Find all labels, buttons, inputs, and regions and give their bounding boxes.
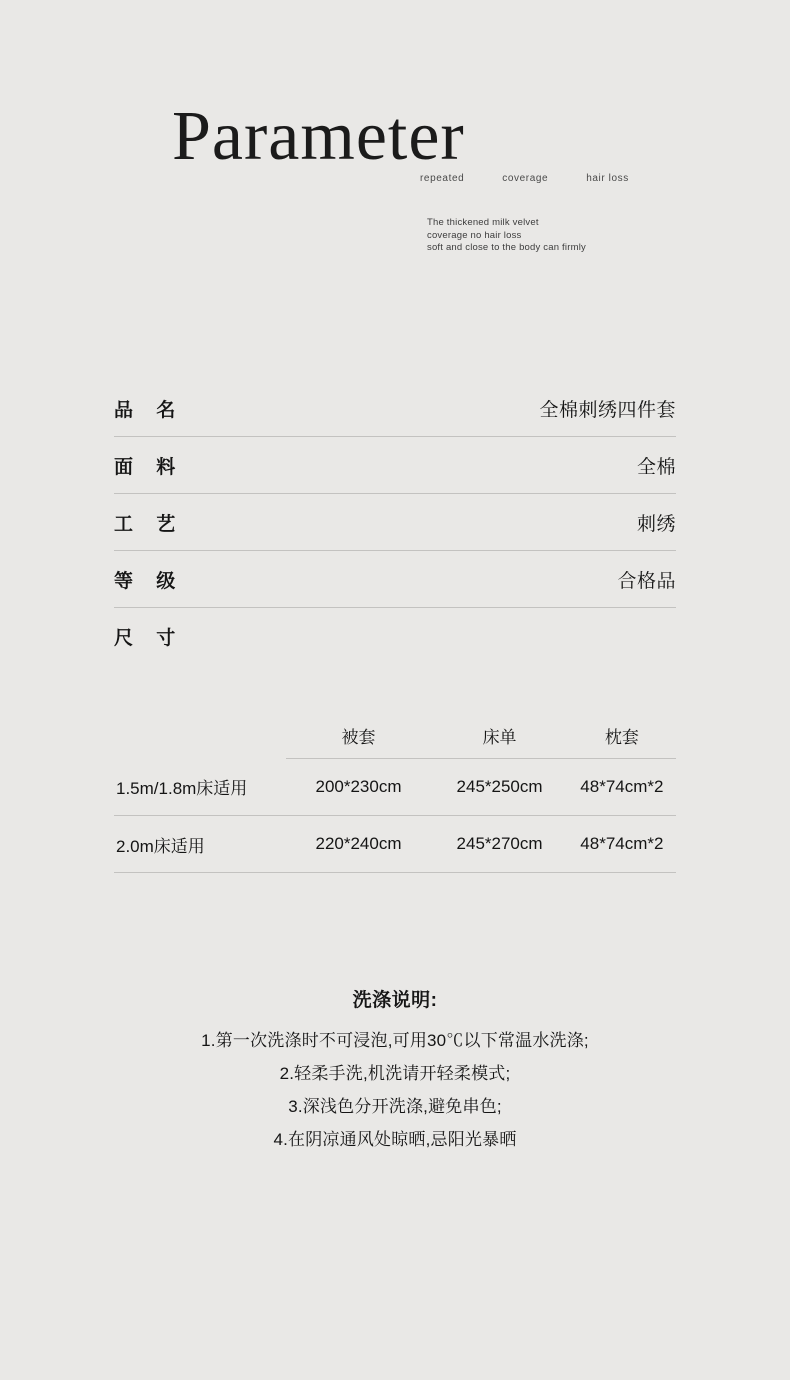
spec-value-fabric: 全棉 [636,456,676,478]
size-table-header-row [114,712,676,759]
spec-value-grade: 合格品 [617,570,676,592]
spec-value-product-name: 全棉刺绣四件套 [539,399,676,421]
spec-label-size: 尺 寸 [114,627,185,649]
spec-row-craft [114,494,676,551]
wash-line-2: 2.轻柔手洗,机洗请开轻柔模式; [279,1064,511,1083]
description-line-3: soft and close to the body can firmly [427,242,586,253]
wash-line-1: 1.第一次洗涤时不可浸泡,可用30℃以下常温水洗涤; [201,1031,589,1050]
size-row-1-sheet: 245*250cm [431,759,567,816]
spec-label-fabric: 面 料 [114,456,185,478]
keyword-coverage: coverage [502,173,549,184]
wash-line-4: 4.在阴凉通风处晾晒,忌阳光暴晒 [273,1130,517,1149]
size-table-head [114,712,676,759]
page-title: Parameter [172,98,465,175]
size-row-2-bed: 2.0m床适用 [114,816,286,873]
size-row-2-pillow: 48*74cm*2 [568,816,676,873]
spec-list [114,380,676,664]
size-table-header-quilt: 被套 [286,712,432,759]
spec-label-product-name: 品 名 [114,399,185,421]
size-row-2-quilt: 220*240cm [286,816,432,873]
size-table-header-pillow: 枕套 [568,712,676,759]
size-table-header-sheet: 床单 [431,712,567,759]
keyword-hair-loss: hair loss [586,173,629,184]
title-wrap [0,95,790,253]
description-line-1: The thickened milk velvet [427,217,539,228]
size-row-2-sheet: 245*270cm [431,816,567,873]
spec-label-grade: 等 级 [114,570,185,592]
header-block [0,95,790,253]
description-line-2: coverage no hair loss [427,229,522,241]
spec-row-size [114,608,676,664]
size-table [114,712,676,873]
size-row-1-quilt: 200*230cm [286,759,432,816]
wash-title: 洗涤说明: [352,990,438,1011]
spec-label-craft: 工 艺 [114,513,185,535]
table-row [114,759,676,816]
table-row [114,816,676,873]
spec-row-product-name [114,380,676,437]
spec-value-craft: 刺绣 [636,513,676,535]
size-row-1-bed: 1.5m/1.8m床适用 [114,759,286,816]
size-row-1-pillow: 48*74cm*2 [568,759,676,816]
keyword-repeated: repeated [420,173,465,184]
size-table-header-blank [114,712,286,759]
wash-line-3: 3.深浅色分开洗涤,避免串色; [288,1097,502,1116]
spec-row-fabric [114,437,676,494]
spec-row-grade [114,551,676,608]
wash-instructions [0,985,790,1156]
header-description [427,217,586,255]
size-table-body [114,759,676,873]
keyword-row [420,173,629,184]
